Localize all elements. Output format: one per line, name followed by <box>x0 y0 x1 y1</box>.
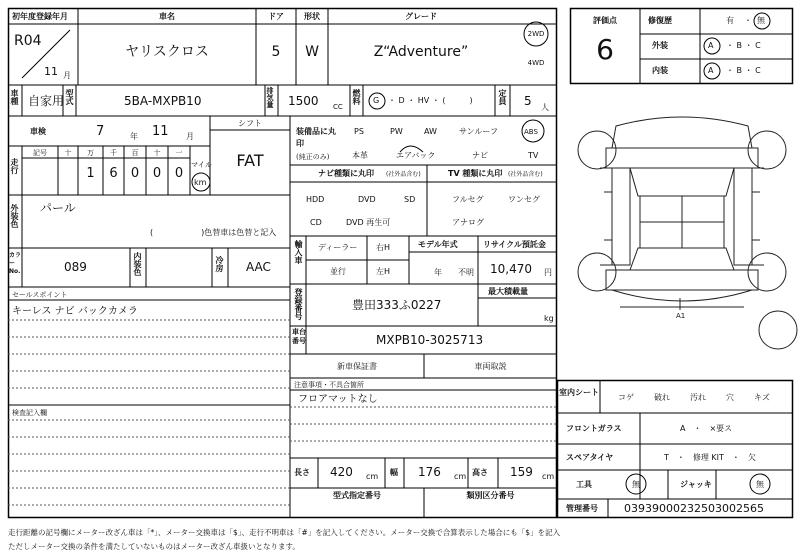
car-name-label: 車名 <box>159 12 175 21</box>
km-label: km <box>194 178 207 187</box>
tv-oneseg: ワンセグ <box>508 195 540 204</box>
equip-abs: ABS <box>524 128 538 136</box>
capacity-label: 定員 <box>498 89 507 105</box>
shape-label: 形状 <box>304 12 320 21</box>
navi-label: ナビ種類に丸印 <box>318 169 374 178</box>
disp-unit: CC <box>333 103 343 111</box>
max-load-unit: kg <box>544 314 554 323</box>
interior-color-label: 内装色 <box>133 252 142 276</box>
exterior-grade-a: A <box>708 41 714 50</box>
recycle-fee: 10,470 <box>490 262 532 276</box>
seat-stain: 汚れ <box>690 393 706 402</box>
mileage-digit-2: 6 <box>109 166 118 181</box>
seat-scratch: キズ <box>754 393 770 402</box>
exterior-label: 外装 <box>652 41 668 50</box>
tools-value: 無 <box>632 480 640 489</box>
first-reg-label: 初年度登録年月 <box>12 12 68 21</box>
inspect-label: 車検 <box>30 127 46 136</box>
inspect-month-unit: 月 <box>186 132 194 141</box>
interior-grade-bc: ・ B ・ C <box>726 66 761 75</box>
tv-fullseg: フルセグ <box>452 195 484 204</box>
fuel-label: 燃料 <box>352 89 361 105</box>
capacity: 5 <box>524 94 532 108</box>
equip-note: (純正のみ) <box>296 153 330 161</box>
model-year-unit: 年 <box>434 268 442 277</box>
mgmt-number: 03939000232503002565 <box>624 502 764 515</box>
equip-leather: 本革 <box>352 151 368 160</box>
digit-label-2: 千 <box>110 149 117 157</box>
ac-label: 冷房 <box>215 256 224 272</box>
tv-note: (社外品含む) <box>508 171 543 178</box>
digit-label-0: 十 <box>64 149 72 157</box>
mileage-digit-4: 0 <box>152 166 162 181</box>
digit-label-1: 万 <box>87 149 94 157</box>
door-label: ドア <box>268 12 284 21</box>
equip-aw: AW <box>424 127 437 136</box>
notes-label: 注意事項・不具合箇所 <box>294 381 364 389</box>
grade-label: グレード <box>405 12 437 21</box>
model-year-unknown: 不明 <box>458 268 474 277</box>
interior-grade-a: A <box>708 66 714 75</box>
mileage-digit-3: 0 <box>130 166 140 181</box>
jack-label: ジャッキ <box>680 480 712 489</box>
era-year: R04 <box>14 33 42 49</box>
owner-manual: 車両取説 <box>474 362 507 371</box>
equip-ps: PS <box>354 127 364 136</box>
sales-point: キーレス ナビ バックカメラ <box>12 306 138 317</box>
inspect-year: 7 <box>96 124 105 139</box>
length: 420 <box>330 465 353 479</box>
notes: フロアマットなし <box>298 394 378 405</box>
width: 176 <box>418 465 441 479</box>
mileage-digit-1: 1 <box>86 166 95 181</box>
length-unit: cm <box>366 472 379 481</box>
navi-dvd: DVD <box>358 195 376 204</box>
color-code: 089 <box>64 260 87 274</box>
digit-label-5: 一 <box>175 149 183 157</box>
plate-number: 豊田333ふ0227 <box>352 298 442 312</box>
exterior-grade-bc: ・ B ・ C <box>726 41 761 50</box>
navi-dvd-play: DVD 再生可 <box>346 218 391 227</box>
shift: FAT <box>236 151 264 170</box>
reg-month-unit: 月 <box>63 71 71 80</box>
type-number-label: 型式指定番号 <box>333 491 381 500</box>
inspect-year-unit: 年 <box>130 132 138 141</box>
score: 6 <box>596 33 614 66</box>
import-parallel: 並行 <box>330 267 346 276</box>
displacement: 1500 <box>288 94 319 108</box>
spare-tire-value: T ・ 修理 KIT ・ 欠 <box>664 453 756 462</box>
import-label: 輸入車 <box>294 240 303 264</box>
navi-cd: CD <box>310 218 322 227</box>
shift-label: シフト <box>238 119 262 128</box>
model-year-label: モデル年式 <box>418 240 458 249</box>
color-code-label: カラーNo. <box>9 252 22 275</box>
windshield-label: フロントガラス <box>566 424 622 433</box>
height-unit: cm <box>542 472 555 481</box>
jack-value: 無 <box>756 480 764 489</box>
mileage-digit-5: 0 <box>174 166 184 181</box>
drive-4wd: 4WD <box>527 59 545 67</box>
repair-no: 無 <box>757 16 765 25</box>
import-right-hand: 右H <box>376 243 391 252</box>
import-dealer: ディーラー <box>318 243 358 252</box>
repair-dot: ・ <box>744 16 752 25</box>
chassis-number: MXPB10-3025713 <box>376 333 484 347</box>
reg-month: 11 <box>44 65 58 78</box>
recycle-label: リサイクル預託金 <box>483 240 546 249</box>
equip-airbag: エアバック <box>396 151 436 160</box>
drive-2wd: 2WD <box>527 30 545 38</box>
door-count: 5 <box>271 44 281 60</box>
seat-burn: コゲ <box>618 393 634 402</box>
recycle-unit: 円 <box>544 268 552 277</box>
color-change-note: ( )色替車は色替と記入 <box>150 228 277 237</box>
body-shape: W <box>305 44 319 60</box>
disp-label: 排気量 <box>266 87 274 108</box>
equip-tv: TV <box>528 151 539 160</box>
tv-label: TV 種類に丸印 <box>448 169 503 178</box>
height: 159 <box>510 465 533 479</box>
navi-hdd: HDD <box>306 195 325 204</box>
footer-note-2: ただしメーター交換の条件を満たしていないものはメーター改ざん車扱いとなります。 <box>8 542 300 551</box>
ac-type: AAC <box>246 260 271 274</box>
import-left-hand: 左H <box>376 267 391 276</box>
warranty-book: 新車保証書 <box>337 362 377 371</box>
mark-label: 記号 <box>33 149 47 157</box>
exterior-color: パール <box>40 201 76 215</box>
mile-label: マイル <box>191 161 212 169</box>
equip-label: 装備品に丸印 <box>296 127 336 148</box>
model-code: 5BA-MXPB10 <box>124 94 202 108</box>
digit-label-4: 十 <box>153 149 161 157</box>
tv-analog: アナログ <box>452 218 484 227</box>
mileage-label: 走行 <box>10 158 19 174</box>
seat-label: 室内シート <box>559 388 599 397</box>
seat-tear: 破れ <box>654 393 670 402</box>
inspection-record-label: 検査記入欄 <box>12 409 47 417</box>
repair-label: 修復歴 <box>648 16 672 25</box>
spare-tire-label: スペアタイヤ <box>566 453 614 462</box>
fuel-options: ・ D ・ HV ・ ( ) <box>388 96 473 105</box>
windshield-value: A ・ ×要ス <box>680 424 733 433</box>
capacity-unit: 人 <box>541 103 549 112</box>
navi-note: (社外品含む) <box>386 171 421 178</box>
equip-sunroof: サンルーフ <box>459 127 498 136</box>
tools-label: 工具 <box>576 480 592 489</box>
width-label: 幅 <box>390 468 398 477</box>
model-label: 型式 <box>65 89 74 105</box>
height-label: 高さ <box>472 468 488 477</box>
seat-hole: 穴 <box>726 393 734 402</box>
car-name: ヤリスクロス <box>125 44 209 60</box>
repair-yes: 有 <box>726 16 734 25</box>
width-unit: cm <box>454 472 467 481</box>
fuel-gas: G <box>373 96 380 105</box>
equip-pw: PW <box>390 127 403 136</box>
color-label: 外装色 <box>10 204 19 228</box>
navi-sd: SD <box>404 195 416 204</box>
diagram-mark-a1: A1 <box>676 312 686 320</box>
inspect-month: 11 <box>152 124 169 139</box>
usage-label: 車種 <box>10 89 19 105</box>
length-label: 長さ <box>294 468 310 477</box>
mgmt-label: 管理番号 <box>566 504 598 513</box>
digit-label-3: 百 <box>131 149 139 157</box>
plate-label: 登録番号 <box>294 288 303 320</box>
sales-point-label: セールスポイント <box>12 291 68 299</box>
class-number-label: 類別区分番号 <box>466 491 515 500</box>
grade: Z“Adventure” <box>373 44 469 60</box>
interior-label: 内装 <box>652 66 668 75</box>
chassis-label: 車台番号 <box>292 328 306 345</box>
equip-navi: ナビ <box>472 151 488 160</box>
footer-note-1: 走行距離の記号欄にメーター改ざん車は「*」、メーター交換車は「$」、走行不明車は「#」を記入してください。メーター交換で合算表示した場合にも「$」を記入 <box>8 528 561 537</box>
max-load-label: 最大積載量 <box>488 287 528 296</box>
usage: 自家用 <box>28 94 65 108</box>
score-label: 評価点 <box>593 16 617 25</box>
